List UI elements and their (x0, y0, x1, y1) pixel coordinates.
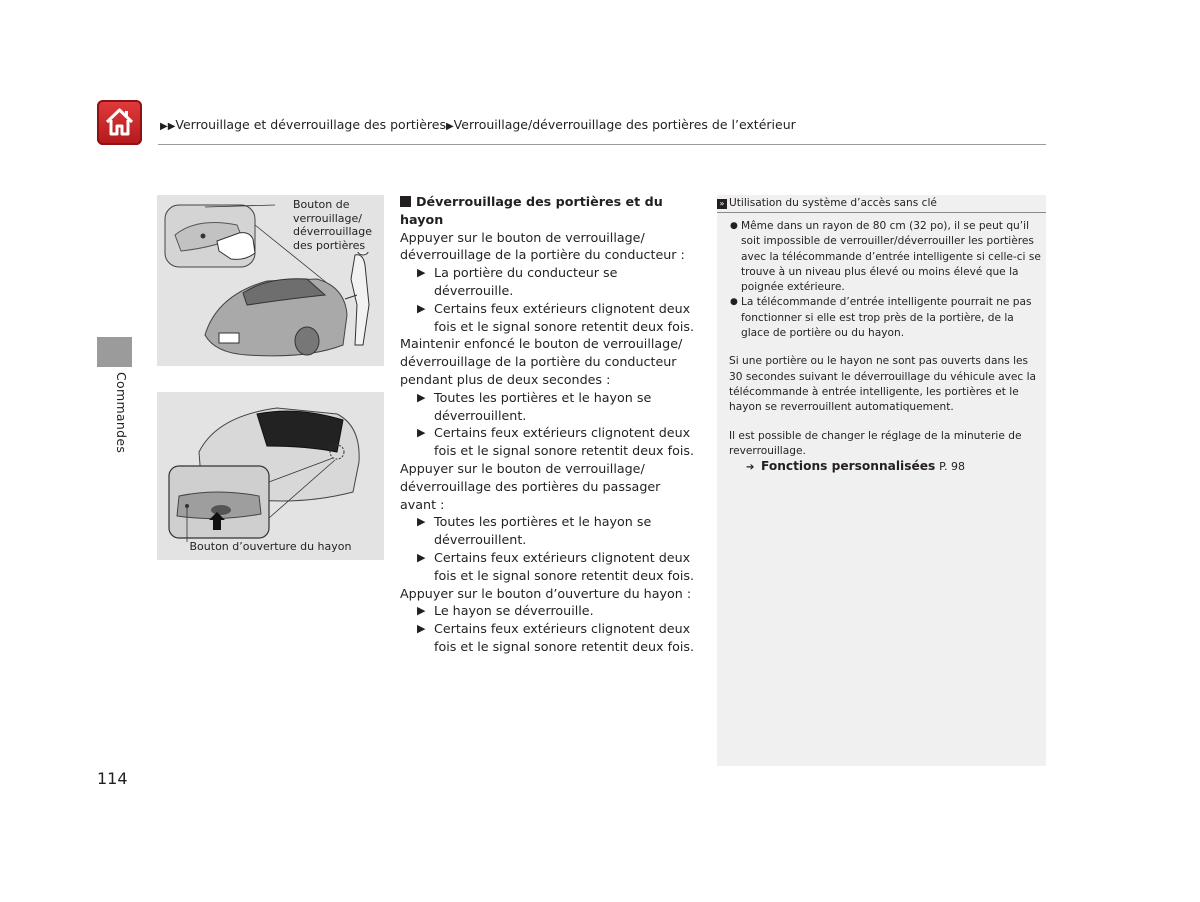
header-divider (158, 144, 1046, 145)
chapter-tab[interactable] (97, 337, 132, 367)
result-bullet: ▶ La portière du conducteur se déverrouille. (417, 265, 618, 298)
note-bullet: ● La télécommande d’entrée intelligente pourrait ne pas fonctionner si elle est trop près de la portière, de la glace de portière ou du hayon. (730, 296, 1032, 340)
note-bullet: ● Même dans un rayon de 80 cm (32 po), il se peut qu’il soit impossible de verrouiller/déverrouiller les portières avec la télécommande d’entrée intelligente si celle-ci se trouve à un niveau plus élevé ou moins élevé que la poignée extérieure. (730, 220, 1041, 294)
home-button[interactable] (97, 100, 142, 145)
breadcrumb-arrow-icon: ▶ (445, 121, 454, 132)
reference-page[interactable]: P. 98 (939, 460, 966, 474)
instruction-text: Appuyer sur le bouton de verrouillage/ déverrouillage de la portière du conducteur : (400, 229, 685, 263)
note-paragraph: Il est possible de changer le réglage de la minuterie de reverrouillage. (729, 429, 1022, 457)
breadcrumb-item-2[interactable]: Verrouillage/déverrouillage des portières de l’extérieur (453, 117, 796, 132)
triangle-bullet-icon: ▶ (417, 604, 426, 618)
reference-arrow-icon: ➔ (746, 462, 755, 474)
breadcrumb-item-1[interactable]: Verrouillage et déverrouillage des portières (175, 117, 446, 132)
page-number: 114 (97, 769, 128, 788)
note-panel (717, 195, 1046, 766)
result-bullet: ▶ Toutes les portières et le hayon se déverrouillent. (417, 514, 652, 548)
car-rear-illustration (157, 392, 384, 560)
home-icon (103, 106, 136, 139)
breadcrumb (160, 117, 796, 132)
note-title: » Utilisation du système d’accès sans clé (717, 196, 1046, 213)
triangle-bullet-icon: ▶ (417, 426, 426, 440)
instruction-text: Appuyer sur le bouton d’ouverture du hayon : (400, 585, 692, 601)
result-bullet: ▶ Certains feux extérieurs clignotent deux fois et le signal sonore retentit deux fois. (417, 425, 695, 459)
triangle-bullet-icon: ▶ (417, 515, 426, 529)
figure2-label: Bouton d’ouverture du hayon (189, 540, 352, 553)
reference-label[interactable]: Fonctions personnalisées (761, 459, 936, 474)
instruction-text: Appuyer sur le bouton de verrouillage/ déverrouillage des portières du passager avant : (400, 460, 661, 512)
instruction-text: Maintenir enfoncé le bouton de verrouillage/ déverrouillage de la portière du conducteur pendant plus de deux secondes : (400, 336, 683, 387)
triangle-bullet-icon: ▶ (417, 622, 426, 636)
result-bullet: ▶ Toutes les portières et le hayon se déverrouillent. (417, 389, 652, 423)
note-marker-icon: » (717, 199, 727, 209)
square-icon (400, 196, 411, 207)
section-title: Déverrouillage des portières et du hayon (400, 194, 663, 227)
note-paragraph: Si une portière ou le hayon ne sont pas ouverts dans les 30 secondes suivant le déverrouillage du véhicule avec la télécommande à entrée intelligente, les portières et le hayon se reverrouillent automatiquement. (729, 355, 1037, 414)
triangle-bullet-icon: ▶ (417, 301, 426, 315)
bullet-dot-icon: ● (730, 221, 738, 231)
chapter-label: Commandes (114, 372, 129, 454)
triangle-bullet-icon: ▶ (417, 550, 426, 564)
cross-reference[interactable] (729, 459, 1041, 474)
breadcrumb-arrow-icon: ▶▶ (160, 121, 176, 132)
bullet-dot-icon: ● (730, 297, 738, 308)
result-bullet: ▶ Certains feux extérieurs clignotent deux fois et le signal sonore retentit deux fois. (417, 549, 695, 583)
result-bullet: ▶ Certains feux extérieurs clignotent deux fois et le signal sonore retentit deux fois. (417, 300, 695, 334)
main-text-column (400, 193, 700, 656)
figure-driver-door-button (157, 195, 384, 366)
figure-tailgate-button (157, 392, 384, 560)
triangle-bullet-icon: ▶ (417, 390, 426, 404)
result-bullet: ▶ Certains feux extérieurs clignotent deux fois et le signal sonore retentit deux fois. (417, 621, 695, 654)
figure1-label: Bouton de verrouillage/ déverrouillage des portières (293, 198, 383, 252)
result-bullet: ▶ Le hayon se déverrouille. (417, 603, 594, 619)
triangle-bullet-icon: ▶ (417, 266, 426, 280)
